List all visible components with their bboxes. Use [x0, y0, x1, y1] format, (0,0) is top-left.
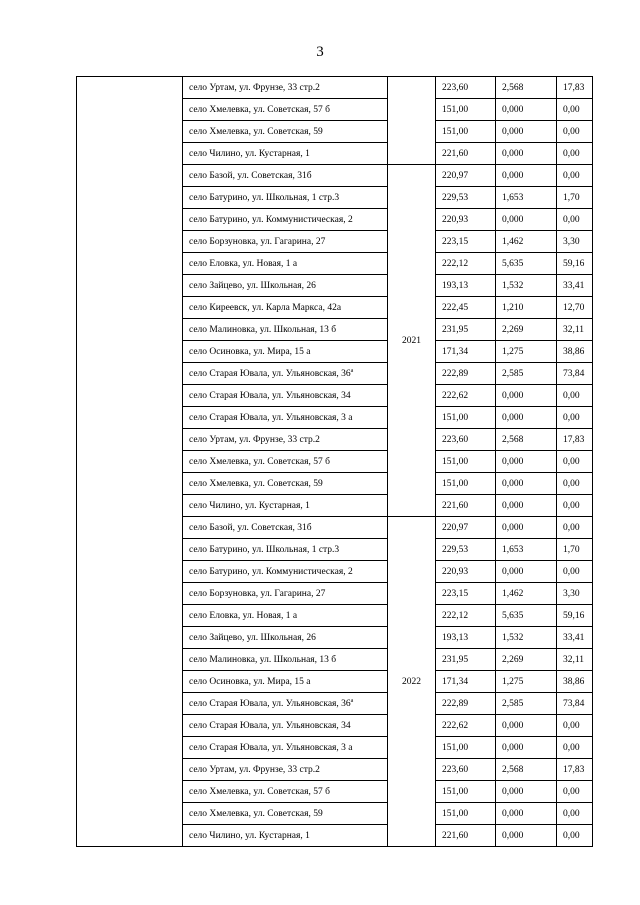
value-cell-1: 231,95 [436, 649, 496, 671]
value-cell-1: 220,97 [436, 517, 496, 539]
address-cell [183, 253, 388, 275]
address-text: село Чилино, ул. Кустарная, 1 [189, 148, 310, 159]
value-cell-2: 1,653 [496, 539, 557, 561]
address-cell [183, 363, 388, 385]
value-cell-3: 32,11 [557, 649, 593, 671]
address-superscript: а [350, 367, 354, 374]
value-cell-1: 151,00 [436, 737, 496, 759]
address-cell [183, 231, 388, 253]
address-cell [183, 143, 388, 165]
value-cell-1: 221,60 [436, 825, 496, 847]
address-cell [183, 77, 388, 99]
value-cell-2: 2,269 [496, 319, 557, 341]
value-cell-3: 73,84 [557, 693, 593, 715]
value-cell-3: 0,00 [557, 561, 593, 583]
value-cell-3: 0,00 [557, 473, 593, 495]
address-text: село Батурино, ул. Коммунистическая, 2 [189, 214, 353, 225]
value-cell-2: 0,000 [496, 495, 557, 517]
value-cell-2: 0,000 [496, 99, 557, 121]
value-cell-1: 222,89 [436, 363, 496, 385]
address-cell [183, 99, 388, 121]
address-text: село Еловка, ул. Новая, 1 а [189, 610, 298, 621]
address-text: село Батурино, ул. Школьная, 1 стр.3 [189, 192, 340, 203]
address-text: село Старая Ювала, ул. Ульяновская, 36 [189, 369, 351, 380]
value-cell-3: 0,00 [557, 825, 593, 847]
address-text: село Базой, ул. Советская, 31б [189, 170, 312, 181]
value-cell-1: 223,60 [436, 429, 496, 451]
value-cell-2: 0,000 [496, 165, 557, 187]
address-text: село Хмелевка, ул. Советская, 59 [189, 126, 323, 137]
value-cell-3: 33,41 [557, 627, 593, 649]
address-cell [183, 517, 388, 539]
value-cell-1: 151,00 [436, 99, 496, 121]
value-cell-2: 0,000 [496, 781, 557, 803]
value-cell-2: 1,532 [496, 627, 557, 649]
year-cell: 2021 [388, 165, 436, 517]
value-cell-2: 2,269 [496, 649, 557, 671]
address-text: село Хмелевка, ул. Советская, 57 б [189, 786, 330, 797]
address-cell [183, 341, 388, 363]
value-cell-2: 0,000 [496, 209, 557, 231]
address-text: село Осиновка, ул. Мира, 15 а [189, 676, 311, 687]
value-cell-2: 2,585 [496, 693, 557, 715]
value-cell-1: 222,89 [436, 693, 496, 715]
address-text: село Старая Ювала, ул. Ульяновская, 3 а [189, 742, 353, 753]
value-cell-1: 171,34 [436, 671, 496, 693]
address-cell [183, 451, 388, 473]
value-cell-2: 1,653 [496, 187, 557, 209]
value-cell-2: 0,000 [496, 825, 557, 847]
address-cell [183, 605, 388, 627]
value-cell-2: 2,568 [496, 77, 557, 99]
address-text: село Киреевск, ул. Карла Маркса, 42а [189, 302, 342, 313]
value-cell-3: 0,00 [557, 143, 593, 165]
address-cell [183, 187, 388, 209]
value-cell-2: 0,000 [496, 385, 557, 407]
address-text: село Уртам, ул. Фрунзе, 33 стр.2 [189, 82, 320, 93]
value-cell-2: 0,000 [496, 561, 557, 583]
value-cell-1: 220,93 [436, 561, 496, 583]
value-cell-3: 1,70 [557, 539, 593, 561]
value-cell-3: 0,00 [557, 99, 593, 121]
address-cell [183, 737, 388, 759]
value-cell-3: 38,86 [557, 341, 593, 363]
address-text: село Хмелевка, ул. Советская, 57 б [189, 104, 330, 115]
value-cell-1: 221,60 [436, 495, 496, 517]
address-text: село Осиновка, ул. Мира, 15 а [189, 346, 311, 357]
address-cell [183, 561, 388, 583]
address-cell [183, 693, 388, 715]
value-cell-3: 0,00 [557, 407, 593, 429]
value-cell-2: 0,000 [496, 407, 557, 429]
value-cell-3: 0,00 [557, 781, 593, 803]
value-cell-1: 231,95 [436, 319, 496, 341]
value-cell-3: 59,16 [557, 253, 593, 275]
address-cell [183, 495, 388, 517]
address-text: село Еловка, ул. Новая, 1 а [189, 258, 298, 269]
address-text: село Батурино, ул. Коммунистическая, 2 [189, 566, 353, 577]
value-cell-2: 1,462 [496, 583, 557, 605]
value-cell-1: 220,97 [436, 165, 496, 187]
value-cell-1: 221,60 [436, 143, 496, 165]
value-cell-3: 0,00 [557, 517, 593, 539]
address-cell [183, 319, 388, 341]
year-cell: 2022 [388, 517, 436, 847]
value-cell-2: 0,000 [496, 715, 557, 737]
year-cell [388, 77, 436, 165]
value-cell-3: 17,83 [557, 759, 593, 781]
value-cell-1: 222,62 [436, 385, 496, 407]
value-cell-1: 193,13 [436, 275, 496, 297]
value-cell-1: 229,53 [436, 539, 496, 561]
value-cell-1: 223,60 [436, 77, 496, 99]
value-cell-3: 0,00 [557, 803, 593, 825]
value-cell-2: 1,462 [496, 231, 557, 253]
address-text: село Малиновка, ул. Школьная, 13 б [189, 654, 337, 665]
address-cell [183, 649, 388, 671]
value-cell-1: 222,12 [436, 253, 496, 275]
address-cell [183, 275, 388, 297]
address-cell [183, 583, 388, 605]
value-cell-2: 0,000 [496, 803, 557, 825]
value-cell-3: 1,70 [557, 187, 593, 209]
value-cell-3: 0,00 [557, 495, 593, 517]
address-cell [183, 759, 388, 781]
value-cell-1: 220,93 [436, 209, 496, 231]
address-cell [183, 825, 388, 847]
address-text: село Хмелевка, ул. Советская, 59 [189, 808, 323, 819]
address-text: село Хмелевка, ул. Советская, 59 [189, 478, 323, 489]
value-cell-2: 5,635 [496, 253, 557, 275]
value-cell-1: 151,00 [436, 407, 496, 429]
value-cell-2: 0,000 [496, 473, 557, 495]
value-cell-3: 59,16 [557, 605, 593, 627]
address-text: село Чилино, ул. Кустарная, 1 [189, 500, 310, 511]
value-cell-2: 0,000 [496, 143, 557, 165]
value-cell-3: 0,00 [557, 385, 593, 407]
value-cell-3: 0,00 [557, 165, 593, 187]
tariff-table [76, 76, 593, 847]
value-cell-1: 151,00 [436, 473, 496, 495]
address-text: село Борзуновка, ул. Гагарина, 27 [189, 588, 326, 599]
value-cell-1: 151,00 [436, 781, 496, 803]
value-cell-1: 151,00 [436, 803, 496, 825]
address-text: село Малиновка, ул. Школьная, 13 б [189, 324, 337, 335]
address-text: село Уртам, ул. Фрунзе, 33 стр.2 [189, 764, 320, 775]
address-text: село Зайцево, ул. Школьная, 26 [189, 632, 316, 643]
value-cell-2: 0,000 [496, 737, 557, 759]
address-cell [183, 715, 388, 737]
value-cell-1: 223,15 [436, 583, 496, 605]
value-cell-1: 151,00 [436, 121, 496, 143]
address-text: село Старая Ювала, ул. Ульяновская, 34 [189, 720, 351, 731]
value-cell-2: 5,635 [496, 605, 557, 627]
value-cell-3: 17,83 [557, 77, 593, 99]
address-cell [183, 209, 388, 231]
value-cell-2: 1,210 [496, 297, 557, 319]
value-cell-3: 12,70 [557, 297, 593, 319]
address-text: село Хмелевка, ул. Советская, 57 б [189, 456, 330, 467]
address-cell [183, 385, 388, 407]
value-cell-3: 33,41 [557, 275, 593, 297]
value-cell-3: 73,84 [557, 363, 593, 385]
value-cell-2: 2,585 [496, 363, 557, 385]
address-text: село Старая Ювала, ул. Ульяновская, 3 а [189, 412, 353, 423]
address-cell [183, 121, 388, 143]
value-cell-2: 1,275 [496, 671, 557, 693]
value-cell-3: 17,83 [557, 429, 593, 451]
blank-cell [77, 77, 183, 847]
value-cell-3: 0,00 [557, 737, 593, 759]
value-cell-2: 2,568 [496, 429, 557, 451]
value-cell-3: 0,00 [557, 451, 593, 473]
address-text: село Борзуновка, ул. Гагарина, 27 [189, 236, 326, 247]
address-text: село Уртам, ул. Фрунзе, 33 стр.2 [189, 434, 320, 445]
value-cell-2: 2,568 [496, 759, 557, 781]
value-cell-2: 0,000 [496, 517, 557, 539]
address-text: село Батурино, ул. Школьная, 1 стр.3 [189, 544, 340, 555]
address-cell [183, 803, 388, 825]
page-number: 3 [316, 44, 324, 60]
address-text: село Старая Ювала, ул. Ульяновская, 36 [189, 699, 351, 710]
address-superscript: а [350, 697, 354, 704]
value-cell-1: 222,45 [436, 297, 496, 319]
address-cell [183, 473, 388, 495]
address-text: село Зайцево, ул. Школьная, 26 [189, 280, 316, 291]
address-cell [183, 671, 388, 693]
value-cell-1: 223,60 [436, 759, 496, 781]
value-cell-2: 0,000 [496, 121, 557, 143]
value-cell-1: 171,34 [436, 341, 496, 363]
value-cell-3: 0,00 [557, 715, 593, 737]
table-row [77, 77, 593, 99]
address-cell [183, 165, 388, 187]
value-cell-2: 1,532 [496, 275, 557, 297]
address-cell [183, 429, 388, 451]
address-cell [183, 297, 388, 319]
value-cell-1: 223,15 [436, 231, 496, 253]
address-cell [183, 781, 388, 803]
value-cell-1: 222,62 [436, 715, 496, 737]
value-cell-3: 3,30 [557, 231, 593, 253]
address-cell [183, 539, 388, 561]
value-cell-3: 38,86 [557, 671, 593, 693]
address-text: село Чилино, ул. Кустарная, 1 [189, 830, 310, 841]
value-cell-1: 222,12 [436, 605, 496, 627]
value-cell-2: 0,000 [496, 451, 557, 473]
value-cell-3: 0,00 [557, 209, 593, 231]
address-cell [183, 627, 388, 649]
table-body [77, 77, 593, 847]
value-cell-3: 0,00 [557, 121, 593, 143]
value-cell-3: 32,11 [557, 319, 593, 341]
value-cell-3: 3,30 [557, 583, 593, 605]
address-cell [183, 407, 388, 429]
value-cell-2: 1,275 [496, 341, 557, 363]
value-cell-1: 229,53 [436, 187, 496, 209]
value-cell-1: 193,13 [436, 627, 496, 649]
value-cell-1: 151,00 [436, 451, 496, 473]
address-text: село Старая Ювала, ул. Ульяновская, 34 [189, 390, 351, 401]
address-text: село Базой, ул. Советская, 31б [189, 522, 312, 533]
